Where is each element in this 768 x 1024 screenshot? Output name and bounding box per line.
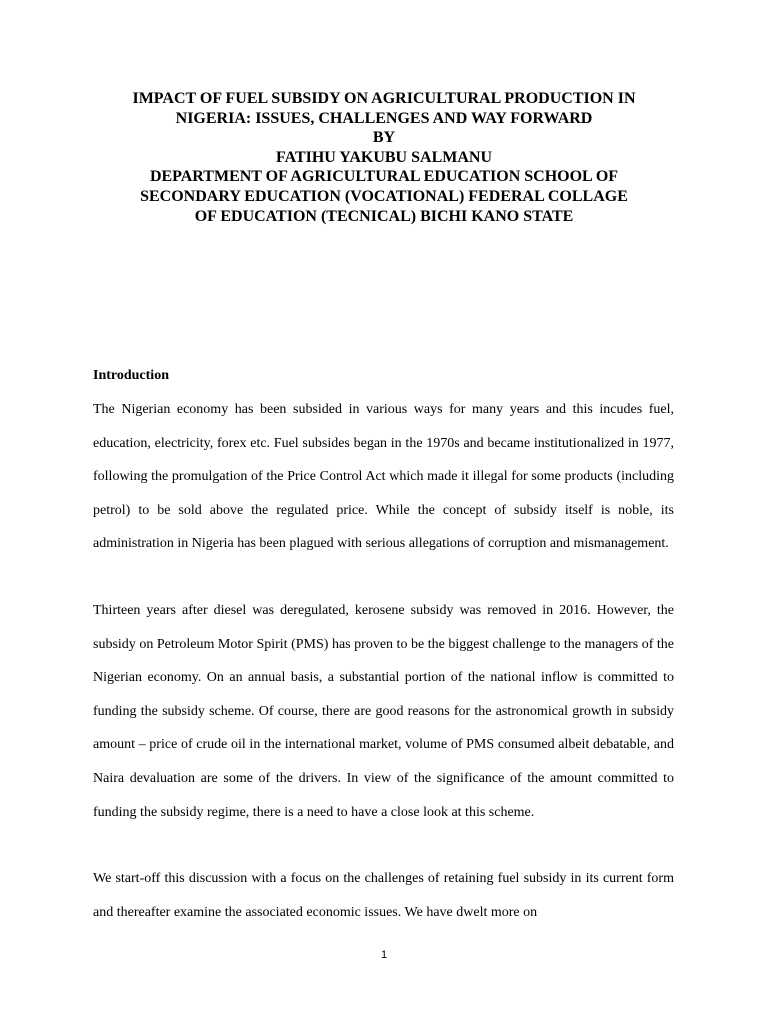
title-line-1: IMPACT OF FUEL SUBSIDY ON AGRICULTURAL PRODUCTION IN: [132, 90, 636, 107]
title-line-by: BY: [372, 129, 396, 147]
title-line-2: NIGERIA: ISSUES, CHALLENGES AND WAY FORWARD: [175, 109, 593, 127]
paragraph-3: We start-off this discussion with a focus on the challenges of retaining fuel subsidy in its current form and thereafter examine the associated economic issues. We have dwelt more on: [93, 871, 674, 920]
affiliation-line-2: SECONDARY EDUCATION (VOCATIONAL) FEDERAL COLLAGE: [140, 187, 628, 205]
affiliation-line-3: OF EDUCATION (TECNICAL) BICHI KANO STATE: [194, 207, 574, 225]
page-number: 1: [380, 949, 388, 961]
document-title: [94, 89, 674, 226]
paragraph-1: The Nigerian economy has been subsided in various ways for many years and this incudes fuel, education, electricity, forex etc. Fuel subsides began in the 1970s and became institutionalized in 1977, following the promulgation of the Price Control Act which made it illegal for some products (including petrol) to be sold above the regulated price. While the concept of subsidy itself is noble, its administration in Nigeria has been plagued with serious allegations of corruption and mismanagement.: [93, 402, 674, 552]
section-heading-introduction: Introduction: [93, 368, 169, 383]
paragraph-2: Thirteen years after diesel was deregulated, kerosene subsidy was removed in 2016. However, the subsidy on Petroleum Motor Spirit (PMS) has proven to be the biggest challenge to the managers of the Nigerian economy. On an annual basis, a substantial portion of the national inflow is committed to funding the subsidy scheme. Of course, there are good reasons for the astronomical growth in subsidy amount – price of crude oil in the international market, volume of PMS consumed albeit debatable, and Naira devaluation are some of the drivers. In view of the significance of the amount committed to funding the subsidy regime, there is a need to have a close look at this scheme.: [93, 603, 674, 820]
author-name: FATIHU YAKUBU SALMANU: [275, 148, 492, 166]
affiliation-line-1: DEPARTMENT OF AGRICULTURAL EDUCATION SCHOOL OF: [149, 168, 619, 186]
